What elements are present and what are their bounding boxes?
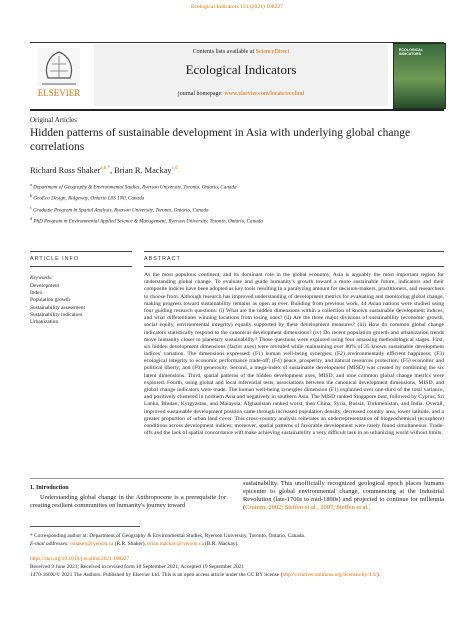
article-type: Original Articles xyxy=(30,116,77,124)
corresponding-author-footnote xyxy=(30,532,444,548)
author-marks[interactable]: c,d xyxy=(171,166,178,172)
citation-links[interactable]: Crutzen, 2002; Steffen et al., 2007; Steffen et al., xyxy=(245,504,371,512)
affiliations xyxy=(30,181,444,227)
abstract-bottom-rule xyxy=(30,478,444,479)
keywords-heading: Keywords: xyxy=(30,275,53,281)
keyword-item: Sustainability indicators xyxy=(30,311,83,318)
homepage-prefix: journal homepage: xyxy=(178,91,223,97)
article-info-heading: ARTICLE INFO xyxy=(30,256,80,262)
journal-cover-image[interactable] xyxy=(393,43,446,109)
license-line: 1470-160X/© 2021 The Authors. Published by Elsevier Ltd. This is an open access article under the CC BY license (http://creativecommons.org/licenses/by/4.0/). xyxy=(30,572,381,578)
introduction-right-column xyxy=(243,480,444,512)
email-label: E-mail addresses: xyxy=(30,541,69,547)
keyword-item: Sustainability assessment xyxy=(30,304,85,311)
keyword-item: Index xyxy=(30,290,43,297)
footnote-rule xyxy=(30,526,140,527)
article-info-top-rule xyxy=(30,251,132,252)
email-owner: (R.R. Shaker), xyxy=(114,541,146,547)
sciencedirect-link[interactable]: ScienceDirect xyxy=(255,49,290,55)
email-owner: (B.R. Mackay). xyxy=(205,541,239,547)
keyword-item: Urbanization xyxy=(30,319,59,326)
keyword-item: Population growth xyxy=(30,297,70,304)
author-name[interactable]: Richard Ross Shaker xyxy=(30,166,101,175)
publication-info xyxy=(30,555,444,579)
email-link[interactable]: rshaker@ryerson.ca xyxy=(70,541,114,547)
journal-title: Ecological Indicators xyxy=(185,62,297,77)
license-link[interactable]: http://creativecommons.org/licenses/by/4.0/ xyxy=(282,572,377,578)
homepage-link[interactable]: www.elsevier.com/locate/ecolind xyxy=(224,91,304,97)
header-top-rule xyxy=(30,42,444,43)
header-bottom-rule xyxy=(30,109,444,111)
contents-line xyxy=(94,49,388,55)
abstract-heading: ABSTRACT xyxy=(144,256,181,262)
contents-prefix: Contents lists available at xyxy=(192,49,255,55)
introduction-right-text: sustainability. This unofficially recognized geological epoch places humans epicenter to global environmental change, commencing at the Industrial Revolution (late-1700s to mid-1800s) and projected to continue for millennia ( xyxy=(243,480,444,512)
affiliation-item: $^c$ Graduate Program in Spatial Analysis, Ryerson University, Toronto, Ontario, Canada xyxy=(30,204,209,214)
email-link[interactable]: brian.mackay@ryerson.ca xyxy=(147,541,204,547)
author-list: Richard Ross Shaker$^{a,b,*}$, Brian R. Mackay$^{c,d}$ xyxy=(30,166,178,175)
abstract-top-rule xyxy=(144,251,444,252)
affiliation-item: $^b$ GeoEco Design, Ridgeway, Ontario L0S 1N0, Canada xyxy=(30,193,145,203)
cover-title: ECOLOGICAL INDICATORS xyxy=(399,48,423,57)
footnote-corresponding: * Corresponding author at: Department of Geography & Environmental Studies, Ryerson University, Toronto, Ontario, Canada. xyxy=(30,533,306,539)
journal-citation-line[interactable]: Ecological Indicators 131 (2021) 108227 xyxy=(191,4,283,10)
abstract-sub-rule xyxy=(144,266,444,267)
footnote-emails xyxy=(30,540,444,548)
elsevier-logo-text: ELSEVIER xyxy=(37,88,81,98)
author-name[interactable]: Brian R. Mackay xyxy=(114,166,172,175)
homepage-line xyxy=(94,91,388,97)
received-dates: Received 9 June 2021; Received in revised form 10 September 2021; Accepted 19 September 2021 xyxy=(30,564,245,570)
keywords-list xyxy=(30,283,85,326)
article-title: Hidden patterns of sustainable development in Asia with underlying global change correlations xyxy=(30,127,411,153)
affiliation-item: $^a$ Department of Geography & Environmental Studies, Ryerson University, Toronto, Ontario, Canada xyxy=(30,182,237,191)
author-marks[interactable]: a,b,* xyxy=(100,166,110,172)
elsevier-logo[interactable] xyxy=(30,46,88,102)
affiliation-item: $^d$ PhD Program in Environmental Applied Science & Management, Ryerson University, Toronto, Ontario, Canada xyxy=(30,216,263,225)
introduction-left-column: Understanding global change in the Anthropocene is a prerequisite for creating resilient communities on humanity's journey toward xyxy=(30,494,226,510)
introduction-heading: 1. Introduction xyxy=(30,485,69,491)
abstract-body: As the most populous continent, and its dominant role in the global economy, Asia is arguably the most important region for understanding global change. To evaluate and guide humanity's growth toward a more sustainable future, indicators and their composite indices have been adopted as key tools resulting in a paralyzing amount for decision-makers, practitioners, and researchers to choose from. Although research has improved understanding of development metrics for evaluating and monitoring global change, making progress toward sustainability remains as open as ever. Building from previous work, 44 Asian nations were studied using four guiding research questions: (i) What are the hidden dimensions within a collection of known sustainable development indices, and what differentiates winning locations from losing ones? (ii) Are the three major divisions of sustainability (economic growth, social equity, environmental integrity) equally supported by these development measures? (iii) How do common global change indicators statistically respond to the canonical development dimensions? (iv) Do recent population growth and urbanization trends move humanity closer to planetary sustainability? Those questions were explored using four amassing methodological stages. First, six hidden development dimensions (factor axes) were revealed while maintaining over 80% of 35 known sustainable development indices' variation. The dimensions expressed: (F1) human well-being synergies; (F2) environmentally efficient happiness; (F3) ecological integrity to economic performance trade-off; (F4) peace, prosperity, and natural resources protection; (F5) economic and political liberty; and (F6) generosity. Second, a mega-index of sustainable development (MISD) was created by combining the six latent dimensions. Third, spatial patterns of the hidden development axes, MISD, and nine common global change metrics were explored. Fourth, using global and local inferential tests, associations between the canonical development dimensions, MISD, and global change indicators were made. The human well-being synergies dimension (F1) explained over one-third of the total variance, and positively clustered in northern Asia and negatively in southern Asia. The MISD ranked Singapore best, followed by Cyprus, Sri Lanka, Bhutan, Kyrgyzstan, and Malaysia; Afghanistan ranked worst, then China, Syria, Russia, Turkmenistan, and India. Overall, improved sustainable development position came through increased population density, decreased country area, lower latitude, and a greater proportion of urban land cover. This cross-country analysis reiterates an underrepresentation of biogeochemical (ecosphere) conditions across development indices; moreover, spatial patterns of favorable development were rarely found simultaneous. Trade-offs and the lack of spatial concordance will make achieving sustainability a very difficult task in an urbanizing world without limits. xyxy=(144,272,444,437)
doi-link[interactable]: https://doi.org/10.1016/j.ecolind.2021.108227 xyxy=(30,556,130,562)
keyword-item: Development xyxy=(30,283,60,289)
article-info-sub-rule xyxy=(30,266,132,267)
